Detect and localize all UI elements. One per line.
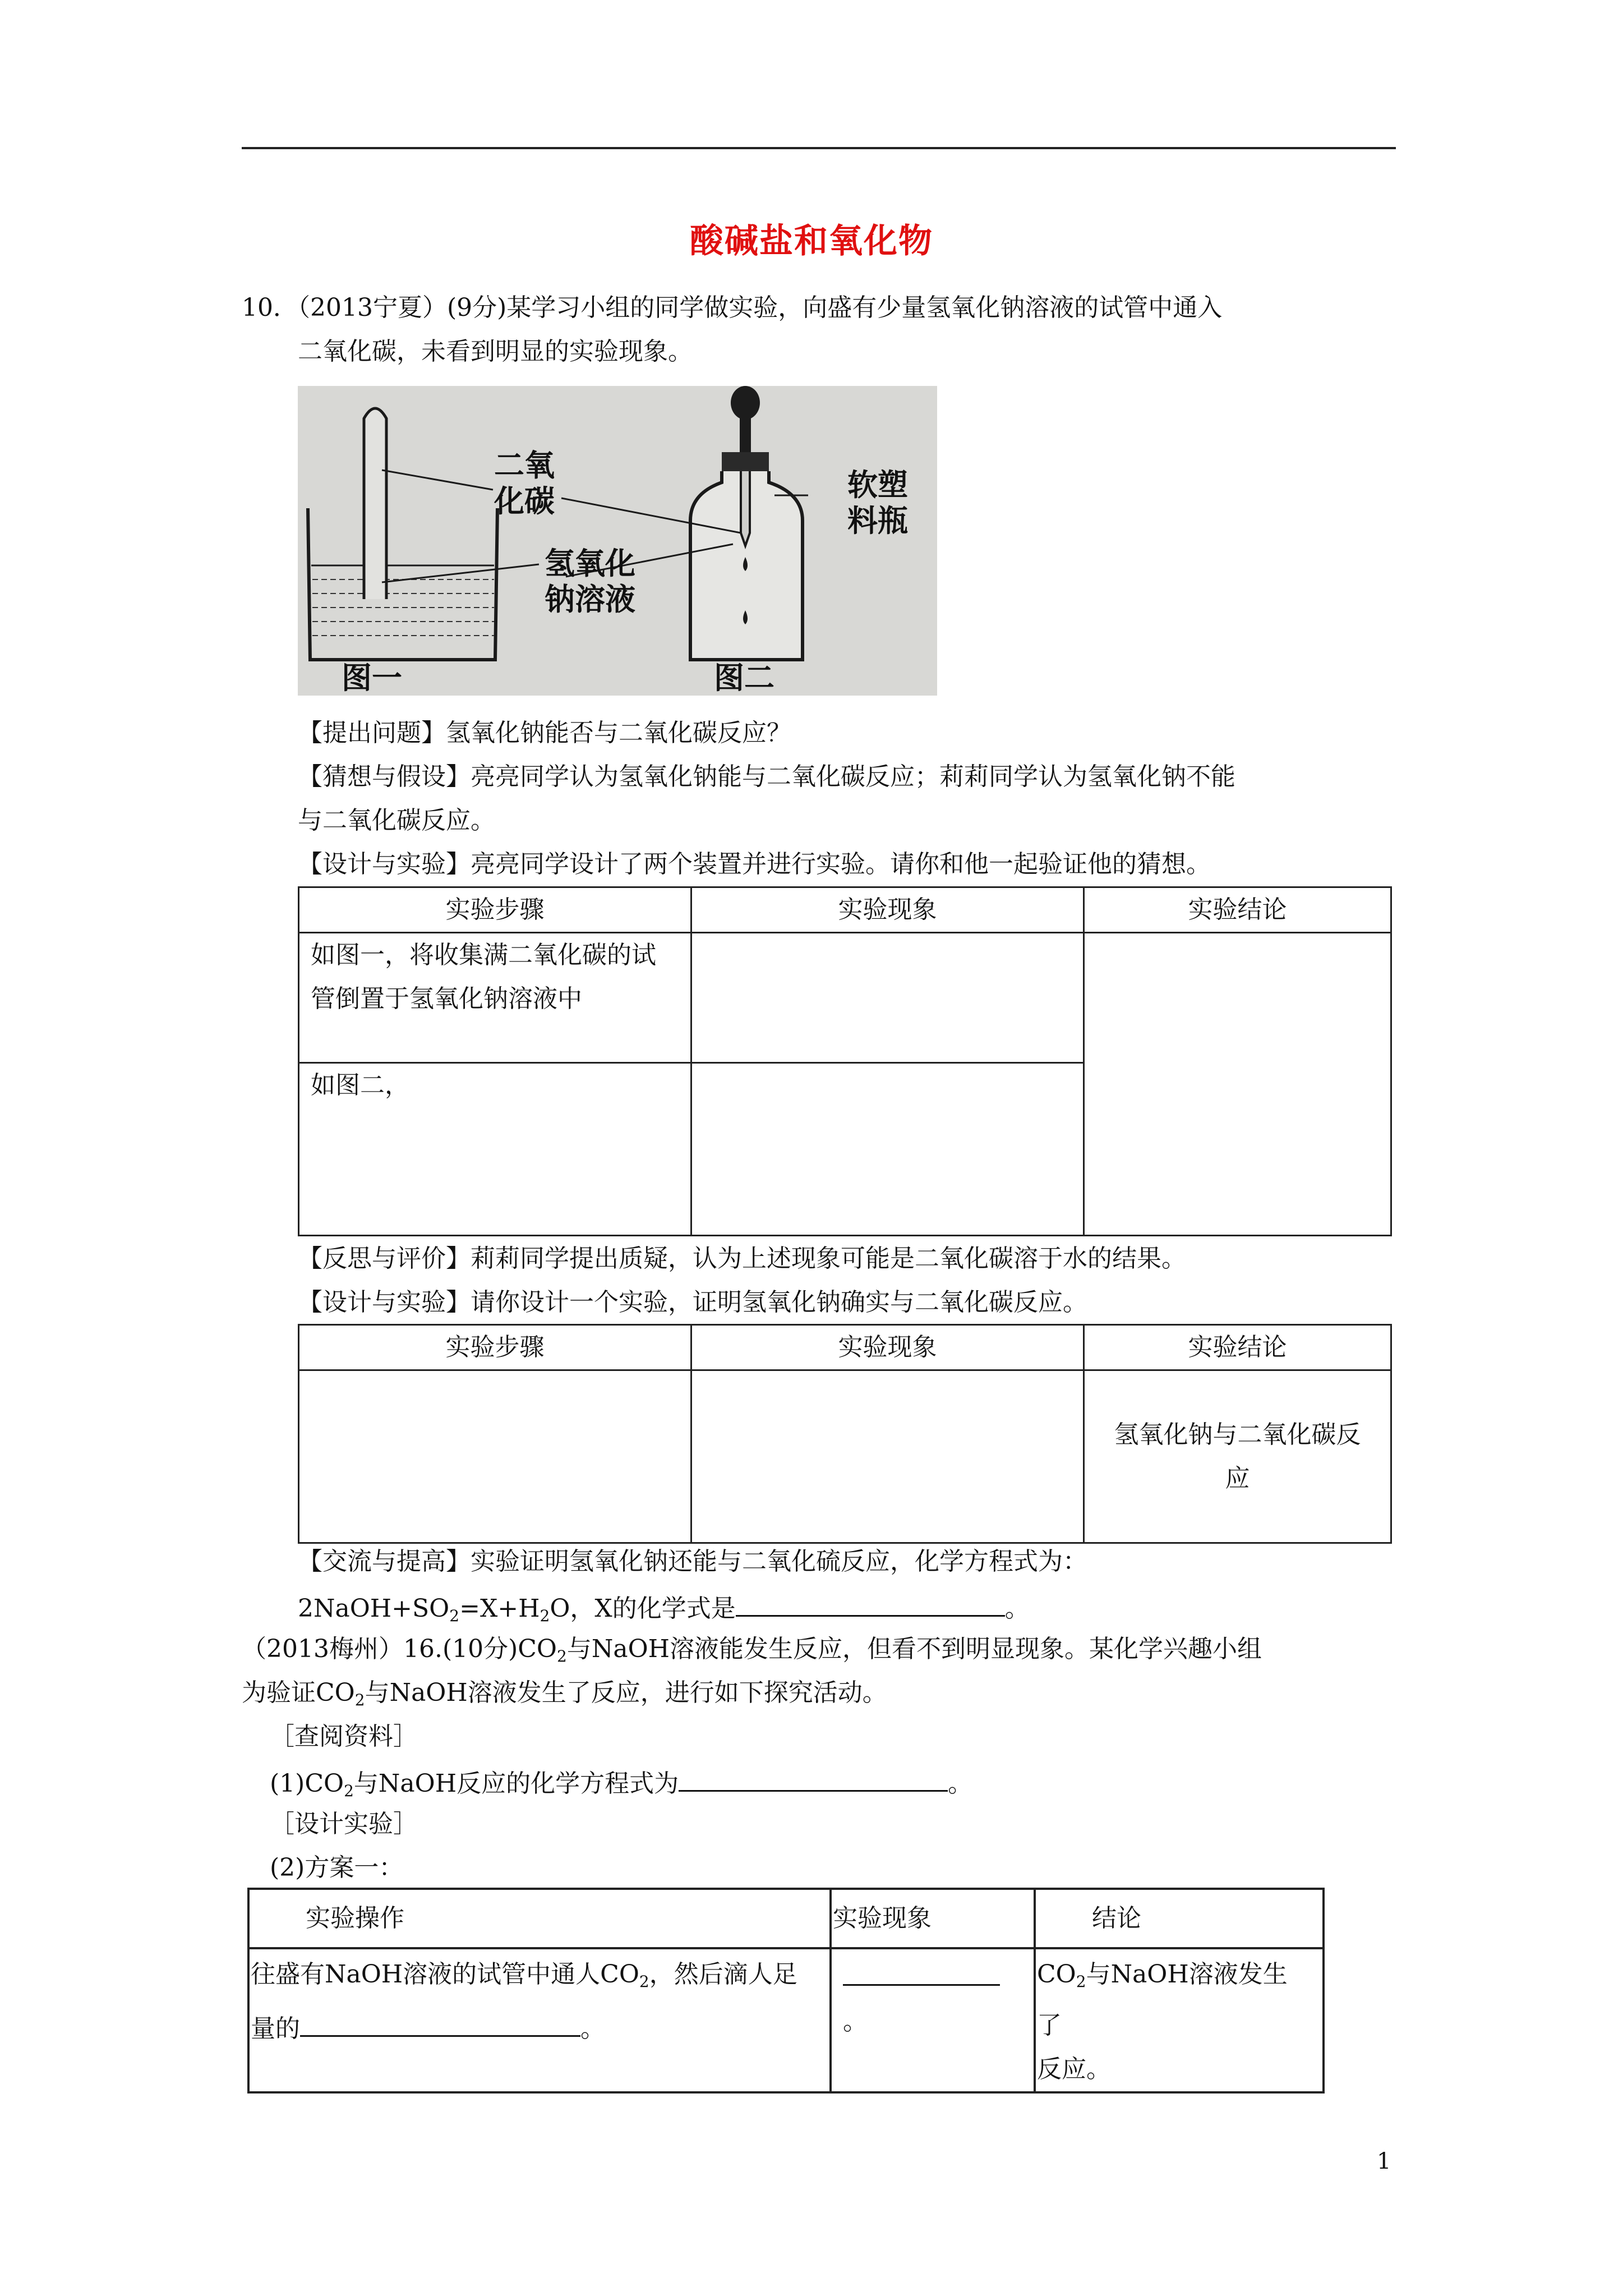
- q10-hypothesis-line2: 与二氧化碳反应。: [298, 806, 495, 835]
- answer-blank-equation[interactable]: [679, 1759, 948, 1792]
- q10-table-2: [298, 1324, 1392, 1544]
- figure-label-co2-line2: 化碳: [494, 484, 555, 519]
- answer-blank-x-formula[interactable]: [736, 1584, 1005, 1617]
- table2-header-steps: 实验步骤: [299, 1325, 691, 1370]
- q16-line2: 为验证$CO_2$与NaOH溶液发生了反应，进行如下探究活动。: [242, 1678, 887, 1709]
- figure-caption-2: 图二: [714, 660, 774, 696]
- figure-caption-1: 图一: [342, 660, 402, 696]
- table2-header-phenomena: 实验现象: [691, 1325, 1084, 1370]
- page-number: 1: [1377, 2148, 1391, 2174]
- q10-design-1: 【设计与实验】亮亮同学设计了两个装置并进行实验。请你和他一起验证他的猜想。: [298, 850, 1211, 878]
- figure-label-bottle-line1: 软塑: [847, 467, 908, 503]
- q16-header-phenomenon: 实验现象: [831, 1889, 1035, 1948]
- table1-row1-phenomenon[interactable]: [691, 933, 1084, 1063]
- table1-header-steps: 实验步骤: [299, 887, 691, 933]
- q10-table-1: [298, 886, 1392, 1236]
- q16-conclusion-cell: $CO_2$与NaOH溶液发生了 反应。: [1035, 1948, 1324, 2092]
- q16-operation-cell: 往盛有NaOH溶液的试管中通人$CO_2$，然后滴人足 量的 。: [248, 1948, 831, 2092]
- table1-conclusion-cell[interactable]: [1084, 933, 1391, 1236]
- q10-design-2: 【设计与实验】请你设计一个实验，证明氢氧化钠确实与二氧化碳反应。: [298, 1288, 1087, 1317]
- q10-exchange: 【交流与提高】实验证明氢氧化钠还能与二氧化硫反应，化学方程式为：: [298, 1547, 1087, 1576]
- figure-label-co2-line1: 二氧: [494, 448, 555, 483]
- table2-step-cell[interactable]: [299, 1370, 691, 1543]
- q16-line1: （2013梅州）16.(10分)$CO_2$与NaOH溶液能发生反应，但看不到明显现象。某化学兴趣小组: [242, 1635, 1262, 1665]
- answer-blank-reagent[interactable]: [300, 2004, 580, 2037]
- table1-header-phenomena: 实验现象: [691, 887, 1084, 933]
- page-title: 酸碱盐和氧化物: [690, 222, 933, 261]
- answer-blank-phenomenon[interactable]: [843, 1953, 1000, 1986]
- table1-row2-step: 如图二，: [299, 1063, 691, 1236]
- table1-row1-step: 如图一，将收集满二氧化碳的试管倒置于氢氧化钠溶液中: [299, 933, 691, 1063]
- figure-label-bottle-line2: 料瓶: [847, 503, 908, 539]
- apparatus-illustration: [298, 386, 937, 696]
- q16-item1: $(1)CO_2$与NaOH反应的化学方程式为 。: [270, 1759, 972, 1813]
- q16-design: ［设计实验］: [270, 1810, 418, 1838]
- q16-header-conclusion: 结论: [1035, 1889, 1324, 1948]
- table1-row2-phenomenon[interactable]: [691, 1063, 1084, 1236]
- q10-question: 【提出问题】氢氧化钠能否与二氧化碳反应？: [298, 719, 791, 747]
- experiment-figure: [298, 386, 937, 696]
- table2-header-conclusion: 实验结论: [1084, 1325, 1391, 1370]
- q16-lookup: ［查阅资料］: [270, 1722, 418, 1751]
- q10-intro-line1: 10．（2013宁夏）(9分)某学习小组的同学做实验，向盛有少量氢氧化钠溶液的试管中通入: [242, 293, 1223, 322]
- q10-hypothesis-line1: 【猜想与假设】亮亮同学认为氢氧化钠能与二氧化碳反应；莉莉同学认为氢氧化钠不能: [298, 762, 1235, 791]
- table1-header-conclusion: 实验结论: [1084, 887, 1391, 933]
- table2-phenomenon-cell[interactable]: [691, 1370, 1084, 1543]
- q10-intro-line2: 二氧化碳，未看到明显的实验现象。: [298, 337, 693, 366]
- figure-label-naoh-line1: 氢氧化: [545, 546, 635, 581]
- q16-plan: (2)方案一：: [270, 1853, 404, 1882]
- header-rule: [242, 147, 1396, 149]
- table2-conclusion: 氢氧化钠与二氧化碳反应: [1084, 1370, 1391, 1543]
- q16-table: [247, 1888, 1325, 2093]
- q16-phenomenon-cell: 。: [831, 1948, 1035, 2092]
- q10-equation: $2NaOH+SO_2=X+H_2O$，X的化学式是 。: [298, 1584, 1030, 1638]
- figure-label-naoh-line2: 钠溶液: [545, 582, 635, 617]
- q16-header-operation: 实验操作: [248, 1889, 831, 1948]
- q10-reflection: 【反思与评价】莉莉同学提出质疑，认为上述现象可能是二氧化碳溶于水的结果。: [298, 1244, 1186, 1273]
